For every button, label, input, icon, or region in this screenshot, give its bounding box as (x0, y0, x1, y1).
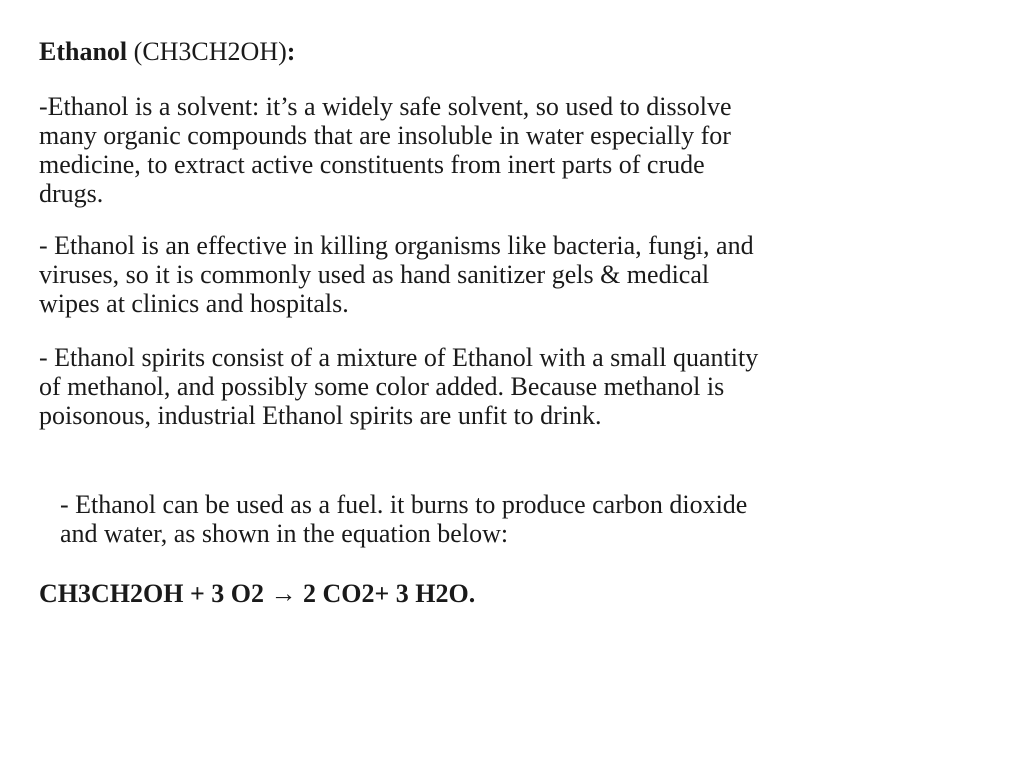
title-name: Ethanol (39, 37, 128, 66)
paragraph-line: medicine, to extract active constituents from inert parts of crude (39, 150, 705, 179)
paragraph-line: -Ethanol is a solvent: it’s a widely safe solvent, so used to dissolve (39, 92, 732, 121)
paragraph-spirits (39, 343, 939, 430)
paragraph-line: - Ethanol is an effective in killing organisms like bacteria, fungi, and (39, 231, 754, 260)
paragraph-line: - Ethanol can be used as a fuel. it burns to produce carbon dioxide (60, 490, 748, 519)
paragraph-line: poisonous, industrial Ethanol spirits are unfit to drink. (39, 401, 602, 430)
title-colon: : (286, 37, 296, 66)
paragraph-fuel (60, 490, 960, 548)
paragraph-line: many organic compounds that are insoluble in water especially for (39, 121, 731, 150)
paragraph-solvent (39, 92, 939, 208)
paragraph-line: - Ethanol spirits consist of a mixture of Ethanol with a small quantity (39, 343, 759, 372)
paragraph-line: wipes at clinics and hospitals. (39, 289, 349, 318)
combustion-equation: CH3CH2OH + 3 O2 → 2 CO2+ 3 H2O. (39, 579, 476, 608)
paragraph-line: and water, as shown in the equation below: (60, 519, 509, 548)
slide-title (39, 36, 295, 68)
title-formula: (CH3CH2OH) (127, 37, 287, 66)
paragraph-line: drugs. (39, 179, 104, 208)
paragraph-disinfectant (39, 231, 939, 318)
paragraph-line: of methanol, and possibly some color added. Because methanol is (39, 372, 725, 401)
paragraph-line: viruses, so it is commonly used as hand sanitizer gels & medical (39, 260, 710, 289)
